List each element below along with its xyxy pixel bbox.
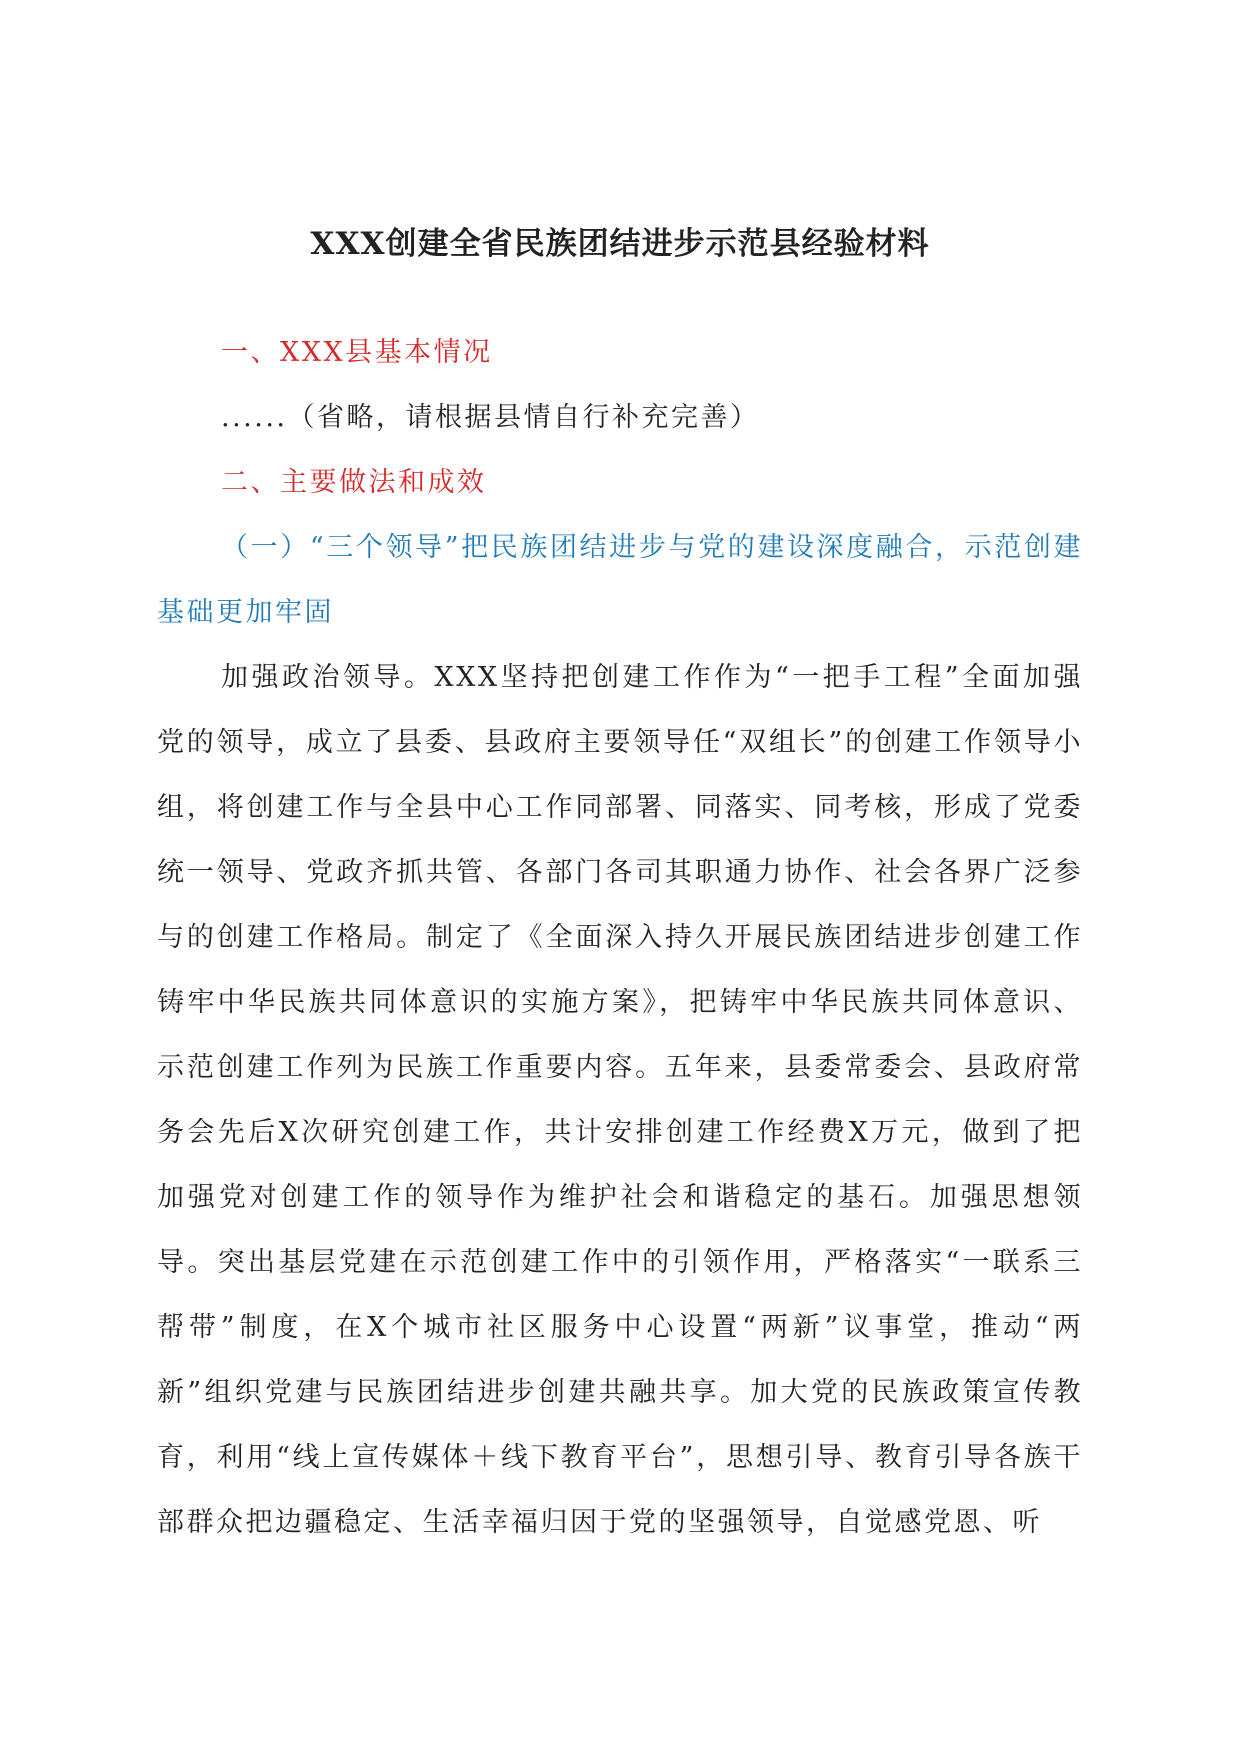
body-paragraph: 加强政治领导。XXX坚持把创建工作作为“一把手工程”全面加强党的领导，成立了县委、县政府主要领导任“双组长”的创建工作领导小组，将创建工作与全县中心工作同部署、同落实、同考核，形成了党委统一领导、党政齐抓共管、各部门各司其职通力协作、社会各界广泛参与的创建工作格局。制定了《全面深入持久开展民族团结进步创建工作铸牢中华民族共同体意识的实施方案》，把铸牢中华民族共同体意识、示范创建工作列为民族工作重要内容。五年来，县委常委会、县政府常务会先后X次研究创建工作，共计安排创建工作经费X万元，做到了把加强党对创建工作的领导作为维护社会和谐稳定的基石。加强思想领导。突出基层党建在示范创建工作中的引领作用，严格落实“一联系三帮带”制度，在X个城市社区服务中心设置“两新”议事堂，推动“两新”组织党建与民族团结进步创建共融共享。加大党的民族政策宣传教育，利用“线上宣传媒体＋线下教育平台”，思想引导、教育引导各族干部群众把边疆稳定、生活幸福归因于党的坚强领导，自觉感党恩、听 [157,662,1083,1538]
document-body [157,320,1083,1555]
section-basic-info-text: ......（省略，请根据县情自行补充完善） [221,402,760,433]
document-title: XXX创建全省民族团结进步示范县经验材料 [310,226,930,262]
section-heading-main-practices: 二、主要做法和成效 [221,467,487,498]
section-heading-basic-info: 一、XXX县基本情况 [221,337,493,368]
subsection-heading-three-leaderships: （一）“三个领导”把民族团结进步与党的建设深度融合，示范创建基础更加牢固 [157,532,1083,628]
